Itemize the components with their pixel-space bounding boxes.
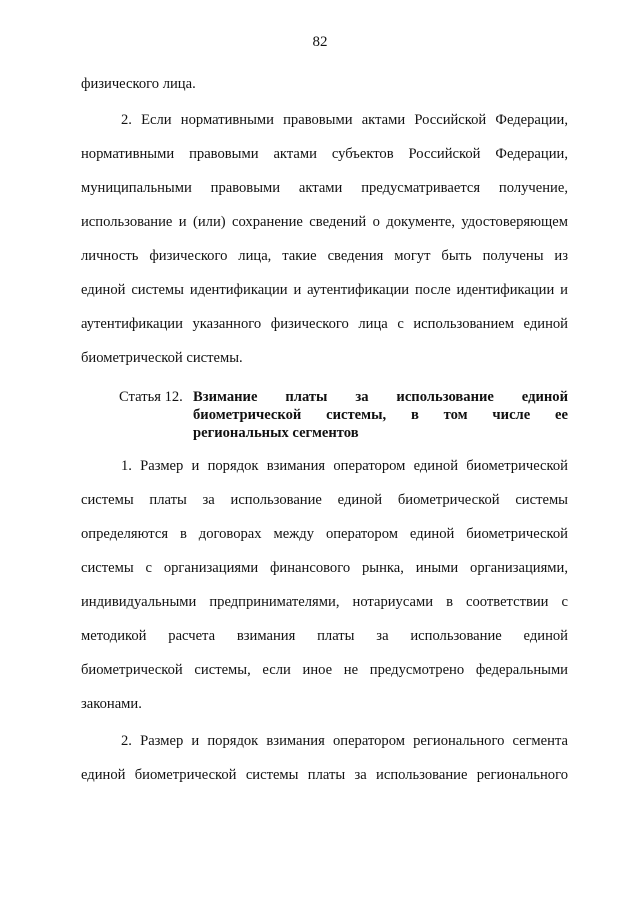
text-line: 2. Размер и порядок взимания оператором регионального сегмента [121, 733, 568, 749]
text-line: использование и (или) сохранение сведений о документе, удостоверяющем [81, 214, 568, 230]
article-title-line: региональных сегментов [193, 425, 359, 441]
text-line: законами. [81, 696, 142, 712]
text-line: 2. Если нормативными правовыми актами Российской Федерации, [121, 112, 568, 128]
article-label: Статья 12. [119, 389, 183, 405]
text-line: физического лица. [81, 76, 196, 92]
text-line: нормативными правовыми актами субъектов Российской Федерации, [81, 146, 568, 162]
text-line: аутентификации указанного физического лица с использованием единой [81, 316, 568, 332]
text-line: биометрической системы, если иное не предусмотрено федеральными [81, 662, 568, 678]
text-line: единой биометрической системы платы за использование регионального [81, 767, 568, 783]
article-title [193, 388, 568, 442]
text-line: единой системы идентификации и аутентификации после идентификации и [81, 282, 568, 298]
text-line: индивидуальными предпринимателями, нотариусами в соответствии с [81, 594, 568, 610]
article-title-line: биометрической системы, в том числе ее [193, 407, 568, 423]
paragraph-continuation [81, 67, 568, 101]
text-line: биометрической системы. [81, 350, 243, 366]
text-line: личность физического лица, такие сведения могут быть получены из [81, 248, 568, 264]
paragraph-2-identity-data [81, 103, 568, 375]
paragraph-1-fee-procedure [81, 449, 568, 721]
article-title-line: Взимание платы за использование единой [193, 389, 568, 405]
page-number: 82 [312, 34, 328, 50]
text-line: определяются в договорах между оператором единой биометрической [81, 526, 568, 542]
paragraph-2-regional-fee [81, 724, 568, 792]
text-line: системы платы за использование единой биометрической системы [81, 492, 568, 508]
text-line: системы с организациями финансового рынка, иными организациями, [81, 560, 568, 576]
text-line: муниципальными правовыми актами предусматривается получение, [81, 180, 568, 196]
text-line: методикой расчета взимания платы за использование единой [81, 628, 568, 644]
text-line: 1. Размер и порядок взимания оператором единой биометрической [121, 458, 568, 474]
